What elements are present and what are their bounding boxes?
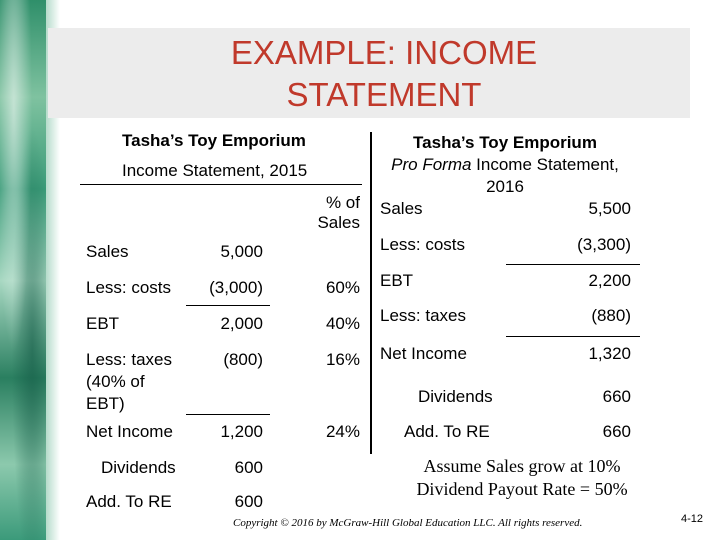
left-company-name: Tasha’s Toy Emporium [122,131,306,150]
left-ebt-label: EBT [86,314,120,333]
left-taxes-label-line1: Less: taxes [86,350,172,369]
left-taxes-rule [186,414,270,415]
left-dividends-label: Dividends [101,458,176,477]
pct-header-line2: Sales [317,213,360,232]
right-costs-value: (3,300) [577,235,631,254]
left-sales-value: 5,000 [220,242,263,261]
right-taxes-rule [506,336,640,337]
left-taxes-label-line3: EBT) [86,394,125,413]
right-statement-subtitle [372,155,638,175]
left-taxes-pct: 16% [325,350,360,369]
right-sales-value: 5,500 [588,199,631,218]
right-taxes-label: Less: taxes [380,306,466,325]
page-number: 4-12 [681,513,704,525]
right-dividends-label: Dividends [418,387,493,406]
slide-title [48,32,720,116]
right-subtitle-rest: Income Statement, [471,155,619,174]
left-header-rule [80,184,362,185]
assumption-note-line1: Assume Sales grow at 10% [423,456,621,476]
left-net-income-label: Net Income [86,422,173,441]
left-ebt-value: 2,000 [220,314,263,333]
assumption-note-line2: Dividend Payout Rate = 50% [416,479,628,499]
left-costs-rule [186,305,270,306]
pct-header-line1: % of [325,193,360,212]
left-add-to-re-label: Add. To RE [86,492,172,511]
left-dividends-value: 600 [234,458,263,477]
right-ebt-label: EBT [380,271,414,290]
pro-forma-italic: Pro Forma [391,155,472,174]
left-costs-pct: 60% [325,278,360,297]
right-ebt-value: 2,200 [588,271,631,290]
right-dividends-value: 660 [602,387,631,406]
right-statement-year: 2016 [486,177,524,196]
right-costs-label: Less: costs [380,235,466,254]
right-sales-label: Sales [380,199,423,218]
right-taxes-value: (880) [591,306,631,325]
right-add-to-re-value: 660 [602,422,631,441]
decorative-side-band [0,0,46,540]
title-line-1: EXAMPLE: INCOME [230,34,538,71]
right-add-to-re-label: Add. To RE [404,422,490,441]
left-add-to-re-value: 600 [234,492,263,511]
left-net-income-value: 1,200 [220,422,263,441]
right-company-name: Tasha’s Toy Emporium [413,133,597,152]
right-net-income-value: 1,320 [588,344,631,363]
left-sales-label: Sales [86,242,129,261]
right-net-income-label: Net Income [380,344,467,363]
left-taxes-label-line2: (40% of [86,372,145,391]
left-ebt-pct: 40% [325,314,360,333]
left-statement-subtitle: Income Statement, 2015 [122,161,308,180]
left-net-income-pct: 24% [325,422,360,441]
left-costs-value: (3,000) [209,278,263,297]
copyright-notice: Copyright © 2016 by McGraw-Hill Global Education LLC. All rights reserved. [233,517,583,529]
left-taxes-value: (800) [223,350,263,369]
right-costs-rule [506,264,640,265]
title-line-2: STATEMENT [286,76,482,113]
left-costs-label: Less: costs [86,278,172,297]
